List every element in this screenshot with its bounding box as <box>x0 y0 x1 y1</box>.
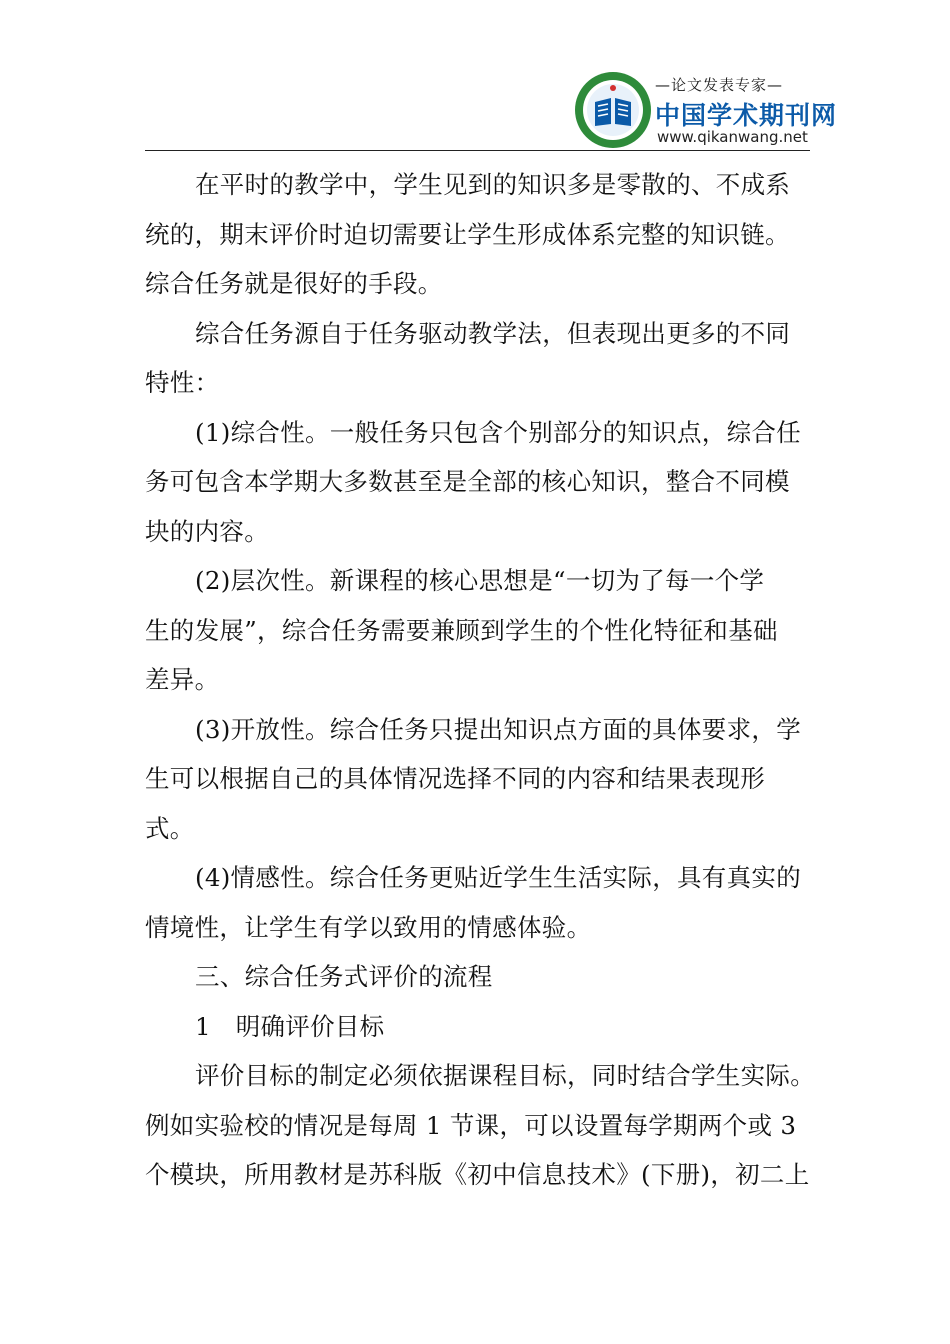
text-line: 综合任务就是很好的手段。 <box>145 269 443 298</box>
text-line: 在平时的教学中，学生见到的知识多是零散的、不成系 <box>195 170 791 199</box>
page-header <box>145 60 838 152</box>
text-line: 生可以根据自己的具体情况选择不同的内容和结果表现形 <box>145 764 765 793</box>
text-line: 生的发展”，综合任务需要兼顾到学生的个性化特征和基础 <box>145 615 778 645</box>
text-line: 统的，期末评价时迫切需要让学生形成体系完整的知识链。 <box>145 219 790 249</box>
text-line: 1 明确评价目标 <box>195 1011 385 1041</box>
text-line: (2)层次性。新课程的核心思想是“一切为了每一个学 <box>195 566 765 595</box>
header-slogan: —论文发表专家— <box>655 76 784 94</box>
text-line: 特性： <box>145 368 220 397</box>
text-line: 三、综合任务式评价的流程 <box>195 962 493 991</box>
text-line: 个模块，所用教材是苏科版《初中信息技术》(下册)，初二上 <box>145 1160 810 1189</box>
text-line: 综合任务源自于任务驱动教学法，但表现出更多的不同 <box>195 318 791 348</box>
text-line: 差异。 <box>145 665 220 694</box>
site-name: 中国学术期刊网 <box>655 101 838 130</box>
text-line: 评价目标的制定必须依据课程目标，同时结合学生实际。 <box>195 1061 815 1090</box>
text-line: 式。 <box>145 813 195 843</box>
text-line: 情境性，让学生有学以致用的情感体验。 <box>145 912 592 942</box>
text-line: 例如实验校的情况是每周 1 节课，可以设置每学期两个或 3 <box>145 1110 797 1140</box>
qikanwang-logo-icon <box>573 70 653 150</box>
text-line: (4)情感性。综合任务更贴近学生生活实际，具有真实的 <box>195 863 802 892</box>
text-line: (1)综合性。一般任务只包含个别部分的知识点，综合任 <box>195 417 802 447</box>
text-line: (3)开放性。综合任务只提出知识点方面的具体要求，学 <box>195 714 802 744</box>
header-divider <box>145 150 810 151</box>
text-line: 务可包含本学期大多数甚至是全部的核心知识，整合不同模 <box>145 467 790 496</box>
document-body <box>145 160 817 1200</box>
text-line: 块的内容。 <box>145 516 269 546</box>
site-url[interactable]: www.qikanwang.net <box>657 128 808 146</box>
